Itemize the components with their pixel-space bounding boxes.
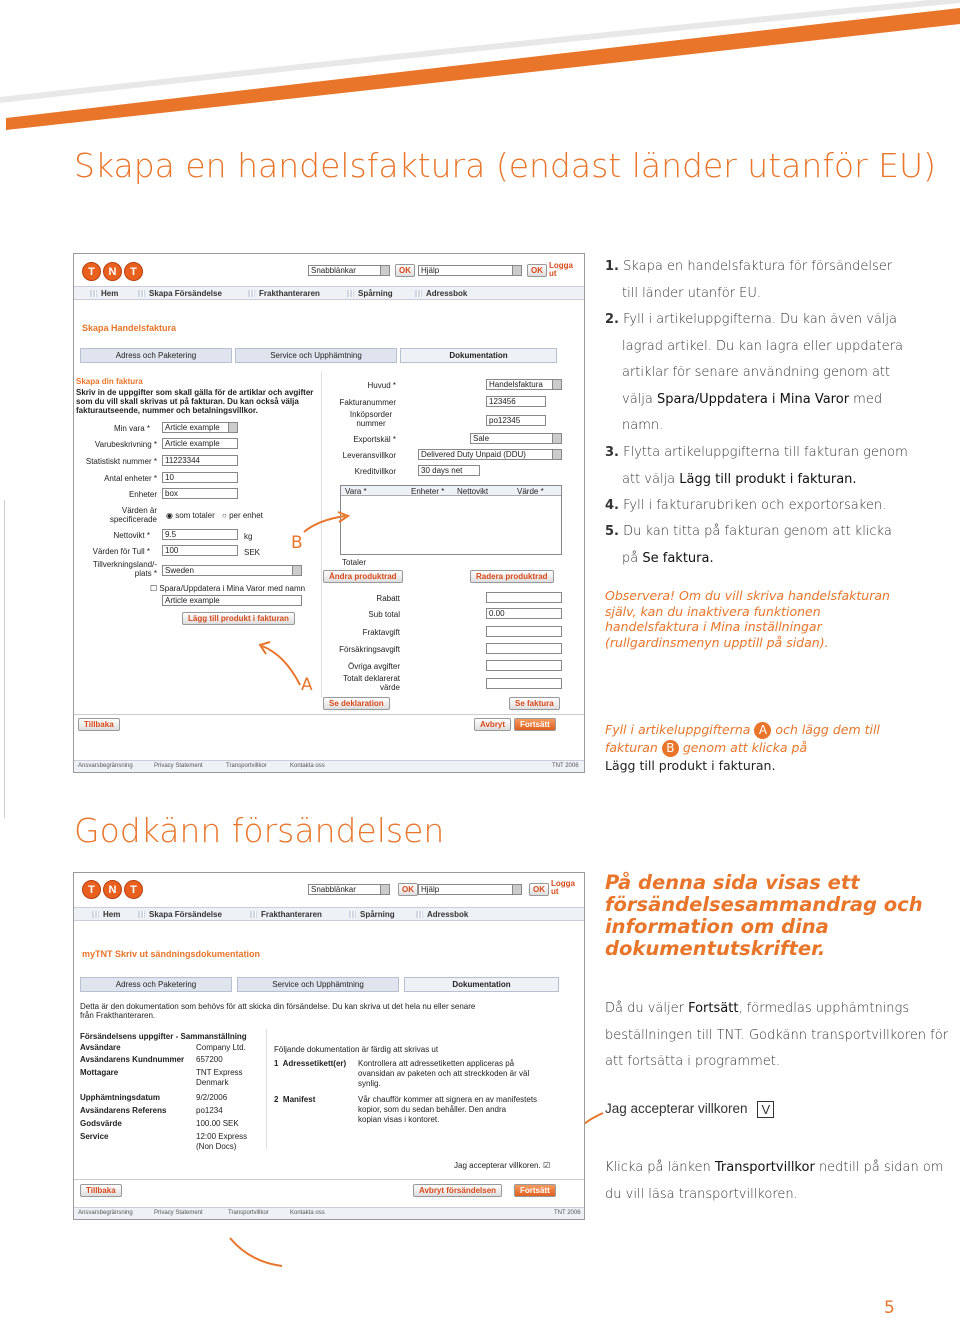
delete-row-button[interactable]: Radera produktrad	[470, 570, 554, 583]
col-varde: Värde *	[517, 487, 544, 496]
label-fakturanummer: Fakturanummer	[339, 398, 396, 407]
fakturanummer-field[interactable]: 123456	[486, 396, 546, 407]
cancel-shipment-button[interactable]: Avbryt försändelsen	[413, 1184, 502, 1197]
screen-title: myTNT Skriv ut sändningsdokumentation	[82, 949, 261, 959]
ok-button[interactable]: OK	[395, 264, 415, 277]
label-enheter: Enheter	[128, 490, 157, 499]
cancel-button[interactable]: Avbryt	[474, 718, 511, 731]
label-forsakring: Försäkringsavgift	[339, 645, 400, 654]
totalt-field	[486, 678, 562, 689]
summary-screenshot: T N T Snabblänkar OK Hjälp OK Logga ut Hem Skapa Försändelse Frakthanteraren Spårning Adressbok myTNT Skriv ut sändningsdokumentation Adress och Paketering Service och Upphämtning Dokumentation Detta är den dokumentation som behövs för att skicka din försändelse. Du kan skriva ut det hela nu eller senare från Frakthanteraren. Försändelsens uppgifter - Sammanställning Avsändare Company Ltd. Avsändarens Kundnummer 657200 Mottagare TNT Express Denmark Upphämtningsdatum 9/2/2006 Avsändarens Referens po1234 Godsvärde 100.00 SEK Service 12:00 Express (Non Docs) Följande dokumentation är färdig att skrivas ut 1 Adressetikett(er) Kontrollera att adressetiketten appliceras på ovansidan av paketen och att streckkoden är väl synlig. 2 Manifest Vår chaufför kommer att signera en av manifestets kopior, som du sedan behåller. Den andra kopian visas i kontoret. Jag accepterar villkoren. ☑ Tillbaka Avbryt försändelsen Fortsätt Ansvarsbegränsning Privacy Statement Transportvillkor Kontakta oss TNT 2006	[73, 872, 585, 1220]
continue-paragraph: Då du väljer Fortsätt, förmedlas upphämtnings beställningen till TNT. Godkänn transportvillkoren för att fortsätta i programmet.	[605, 1001, 949, 1069]
marker-a: A	[301, 675, 313, 695]
tnt-logo: T N T	[82, 880, 143, 899]
section-title: Godkänn försändelsen	[74, 811, 445, 850]
radio-per-enhet[interactable]: ○ per enhet	[222, 511, 263, 520]
inkopsorder-field[interactable]: po12345	[486, 415, 546, 426]
main-nav	[74, 286, 584, 300]
ok-button[interactable]: OK	[398, 883, 418, 896]
quicklinks-select[interactable]: Snabblänkar	[308, 884, 390, 895]
doc-item-2-desc: Vår chaufför kommer att signera en av manifestets kopior, som du sedan behåller. Den andra kopian visas i kontoret.	[358, 1095, 538, 1124]
unit-sek: SEK	[244, 548, 261, 557]
header-swoosh	[0, 0, 960, 135]
doc-item-1-desc: Kontrollera att adressetiketten appliceras på ovansidan av paketen och att streckkoden är väl synlig.	[358, 1059, 530, 1088]
ok-button-2[interactable]: OK	[529, 883, 549, 896]
step-2: 2. Fyll i artikeluppgifterna. Du kan även välja lagrad artikel. Du kan lagra eller uppdatera artiklar för senare användning genom att välja Spara/Uppdatera i Mina Varor med namn.	[605, 312, 903, 433]
label-min-vara: Min vara *	[113, 424, 150, 433]
label-varden-specificerade: Värden är specificerade	[109, 506, 157, 524]
summary-divider	[266, 1029, 267, 1149]
invoice-screenshot	[73, 253, 585, 773]
footer	[74, 1207, 584, 1219]
label-rabatt: Rabatt	[376, 594, 400, 603]
footer-link[interactable]: Ansvarsbegränsning	[78, 1210, 133, 1216]
varubeskrivning-field[interactable]: Article example	[162, 438, 238, 449]
tab-documentation[interactable]: Dokumentation	[400, 348, 557, 363]
main-nav	[74, 907, 584, 921]
form-divider	[321, 372, 322, 697]
varden-tull-field[interactable]: 100	[162, 545, 238, 556]
footer-link[interactable]: Kontakta oss	[290, 763, 325, 769]
page-title: Skapa en handelsfaktura (endast länder utanför EU)	[74, 146, 937, 185]
footer-copyright: TNT 2006	[554, 1210, 581, 1216]
col-nettovikt: Nettovikt	[457, 487, 489, 496]
huvud-select[interactable]: Handelsfaktura	[486, 379, 562, 390]
quicklinks-select[interactable]: Snabblänkar	[308, 265, 390, 276]
add-product-button[interactable]: Lägg till produkt i fakturan	[182, 612, 295, 625]
back-button[interactable]: Tillbaka	[78, 718, 120, 731]
tab-service[interactable]: Service och Upphämtning	[237, 977, 399, 992]
save-checkbox[interactable]: ☐ Spara/Uppdatera i Mina Varor med namn	[150, 584, 306, 593]
enheter-field[interactable]: box	[162, 488, 238, 499]
continue-button[interactable]: Fortsätt	[514, 1184, 556, 1197]
action-divider	[74, 714, 584, 715]
logout-link[interactable]: Logga ut	[549, 261, 573, 278]
terms-paragraph: Klicka på länken Transportvillkor nedtill på sidan om du vill läsa transportvillkoren.	[605, 1160, 944, 1202]
label-huvud: Huvud *	[367, 381, 396, 390]
product-table	[340, 485, 562, 555]
statistiskt-field[interactable]: 11223344	[162, 455, 238, 466]
nav-adressbok[interactable]: Adressbok	[416, 910, 468, 919]
tnt-logo: T N T	[82, 262, 143, 281]
logout-link[interactable]: Logga ut	[551, 879, 575, 896]
footer-copyright: TNT 2006	[552, 763, 579, 769]
nav-skapa[interactable]: Skapa Försändelse	[138, 910, 222, 919]
unit-kg: kg	[244, 532, 253, 541]
ok-button-2[interactable]: OK	[527, 264, 547, 277]
label-statistiskt: Statistiskt nummer *	[85, 457, 157, 466]
footer-link[interactable]: Ansvarsbegränsning	[78, 763, 133, 769]
exportskal-select[interactable]: Sale	[470, 433, 562, 444]
footer-link[interactable]: Transportvillkor	[228, 1210, 269, 1216]
tab-address[interactable]: Adress och Paketering	[80, 348, 232, 363]
doc-title: Följande dokumentation är färdig att skrivas ut	[274, 1045, 439, 1054]
observera-note: Observera! Om du vill skriva handelsfakturan själv, kan du inaktivera funktionen handelsfaktura i Mina inställningar (rullgardinsmenyn upptill på sidan).	[605, 588, 890, 651]
tab-service[interactable]: Service och Upphämtning	[235, 348, 397, 363]
nettovikt-field[interactable]: 9.5	[162, 529, 238, 540]
label-leveransvillkor: Leveransvillkor	[342, 451, 396, 460]
tab-documentation[interactable]: Dokumentation	[404, 977, 559, 992]
nav-sparning[interactable]: Spårning	[349, 910, 395, 919]
help-select[interactable]: Hjälp	[418, 265, 522, 276]
footer-link[interactable]: Privacy Statement	[154, 1210, 203, 1216]
fill-instruction: Fyll i artikeluppgifterna A och lägg dem till fakturan B genom att klicka på Lägg till produkt i fakturan.	[605, 722, 880, 773]
see-invoice-button[interactable]: Se faktura	[509, 697, 560, 710]
antal-field[interactable]: 10	[162, 472, 238, 483]
label-nettovikt: Nettovikt *	[113, 531, 150, 540]
help-select[interactable]: Hjälp	[418, 884, 522, 895]
marker-b: B	[291, 533, 303, 553]
step-3: 3. Flytta artikeluppgifterna till fakturan genom att välja Lägg till produkt i fakturan.	[605, 445, 908, 487]
page-number: 5	[884, 1298, 895, 1318]
summary-title: Försändelsens uppgifter - Sammanställning	[80, 1032, 247, 1041]
accept-line: Jag accepterar villkoren V	[605, 1101, 774, 1118]
col-enheter: Enheter *	[411, 487, 445, 496]
label-ovriga: Övriga avgifter	[347, 662, 400, 671]
label-subtotal: Sub total	[368, 610, 400, 619]
footer	[74, 760, 584, 772]
step-5: 5. Du kan titta på fakturan genom att klicka på Se faktura.	[605, 524, 892, 566]
rabatt-field[interactable]	[486, 592, 562, 603]
ovriga-field[interactable]	[486, 660, 562, 671]
min-vara-select[interactable]: Article example	[162, 422, 238, 433]
continue-button[interactable]: Fortsätt	[514, 718, 556, 731]
label-antal: Antal enheter *	[104, 474, 157, 483]
tab-address[interactable]: Adress och Paketering	[80, 977, 232, 992]
nav-skapa[interactable]: Skapa Försändelse	[138, 289, 222, 298]
totaler-label: Totaler	[342, 558, 367, 567]
see-declaration-button[interactable]: Se deklaration	[323, 697, 390, 710]
checkbox-icon: V	[757, 1101, 774, 1118]
footer-link[interactable]: Transportvillkor	[226, 763, 267, 769]
form-title: Skapa din faktura	[76, 377, 143, 386]
label-exportskal: Exportskäl *	[353, 435, 396, 444]
footer-link[interactable]: Privacy Statement	[154, 763, 203, 769]
nav-sparning[interactable]: Spårning	[347, 289, 393, 298]
back-button[interactable]: Tillbaka	[80, 1184, 122, 1197]
kreditvillkor-field[interactable]: 30 days net	[418, 465, 480, 476]
save-name-field[interactable]: Article example	[162, 595, 302, 606]
nav-hem[interactable]: Hem	[92, 910, 120, 919]
doc-intro: Detta är den dokumentation som behövs för att skicka din försändelse. Du kan skriva ut det hela nu eller senare från Frakthanteraren.	[80, 1002, 476, 1020]
form-intro: Skriv in de uppgifter som skall gälla för de artiklar och avgifter som du vill skall skrivas ut på fakturan. Du kan också välja fakturautseende, nummer och betalningsvillkor.	[76, 388, 314, 415]
nav-adressbok[interactable]: Adressbok	[415, 289, 467, 298]
step-1: 1. Skapa en handelsfaktura för försändelser till länder utanför EU.	[605, 259, 893, 301]
label-totalt: Totalt deklarerat värde	[343, 674, 400, 692]
doc-item-2: 2 Manifest	[274, 1095, 316, 1104]
tillverkningsland-select[interactable]: Sweden	[162, 565, 302, 576]
label-kreditvillkor: Kreditvillkor	[354, 467, 396, 476]
summary-heading: På denna sida visas ett försändelsesammandrag och information om dina dokumentutskrifter.	[605, 871, 923, 960]
leveransvillkor-select[interactable]: Delivered Duty Unpaid (DDU)	[418, 449, 562, 460]
screen-title: Skapa Handelsfaktura	[82, 323, 177, 333]
label-varubeskrivning: Varubeskrivning *	[94, 440, 157, 449]
label-tillverkningsland: Tillverkningsland/-plats *	[92, 560, 157, 578]
label-fraktavgift: Fraktavgift	[362, 628, 400, 637]
label-inkopsorder: Inköpsorder nummer	[349, 410, 393, 428]
edit-row-button[interactable]: Ändra produktrad	[323, 570, 403, 583]
subtotal-field: 0.00	[486, 608, 562, 619]
footer-link[interactable]: Kontakta oss	[290, 1210, 325, 1216]
action-divider	[74, 1179, 584, 1180]
forsakring-field[interactable]	[486, 643, 562, 654]
accept-terms-checkbox[interactable]: Jag accepterar villkoren. ☑	[454, 1161, 551, 1170]
fraktavgift-field[interactable]	[486, 626, 562, 637]
col-vara: Vara *	[345, 487, 367, 496]
label-varden-tull: Värden för Tull *	[92, 547, 150, 556]
doc-item-1: 1 Adressetikett(er)	[274, 1059, 347, 1068]
radio-totaler[interactable]: ◉ som totaler	[166, 511, 215, 520]
nav-frakt[interactable]: Frakthanteraren	[248, 289, 320, 298]
nav-frakt[interactable]: Frakthanteraren	[250, 910, 322, 919]
step-4: 4. Fyll i fakturarubriken och exportorsaken.	[605, 498, 887, 513]
nav-hem[interactable]: Hem	[90, 289, 118, 298]
left-margin-line	[4, 500, 5, 818]
